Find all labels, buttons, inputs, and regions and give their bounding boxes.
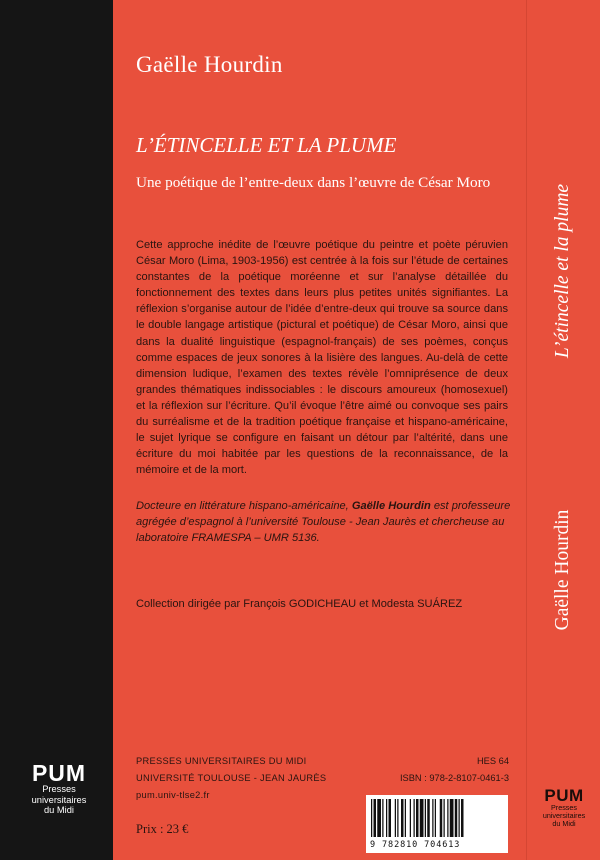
pum-logo-white <box>24 762 94 816</box>
abstract-text: Cette approche inédite de l’œuvre poétique du peintre et poète péruvien César Moro (Lima, 1903-1956) est centrée à la fois sur l’étude de certaines constantes de la poétique moréenne et sur l’analyse détaillée du fonctionnement des textes dans leurs plus petites unités signifiantes. La réflexion s’organise autour de l’idée d’entre-deux qui trouve sa source dans le double langage artistique (pictural et poétique) de César Moro, ainsi que dans la dualité linguistique (espagnol-français) de ses poèmes, conçus comme espaces de jeux sonores à la lisière des langues. Au-delà de cette dimension ludique, l’examen des textes révèle l’omniprésence de deux grandes thématiques indissociables : le discours amoureux (homosexuel) et la réflexion sur l’écriture. Qu’il évoque l’être aimé ou convoque ses pairs du surréalisme et de la tradition poétique française et hispano-américaine, le sujet lyrique se configure en faisant un détour par l’altérité, dans une écriture du moi habitée par les questions de la reconnaissance, de la mémoire et de la mort. <box>136 239 508 477</box>
logo-spine-line-2: universitaires <box>542 811 586 820</box>
publisher-university: UNIVERSITÉ TOULOUSE - JEAN JAURÈS <box>136 773 327 783</box>
collection-directors: Collection dirigée par François GODICHEAU et Modesta SUÁREZ <box>136 598 463 610</box>
logo-spine-line-3: du Midi <box>552 819 576 828</box>
spine-author: Gaëlle Hourdin <box>552 509 573 631</box>
isbn-number: ISBN : 978-2-8107-0461-3 <box>399 773 509 783</box>
bio-prefix: Docteure en littérature hispano-américaine, <box>136 500 352 512</box>
price-label: Prix : 23 € <box>136 822 189 836</box>
bio-author-name: Gaëlle Hourdin <box>351 500 431 512</box>
black-band <box>0 0 113 860</box>
reference-block <box>359 753 509 787</box>
barcode-bars <box>371 799 503 837</box>
logo-line-2: universitaires <box>31 794 87 805</box>
spine-panel <box>526 0 600 860</box>
barcode <box>366 795 508 853</box>
logo-line-3: du Midi <box>44 805 74 815</box>
pum-logo-spine <box>533 788 595 828</box>
publisher-block <box>136 753 326 804</box>
series-number: HES 64 <box>476 756 509 766</box>
spine-title: L’étincelle et la plume <box>552 183 573 359</box>
logo-line-1: Presses <box>42 784 76 794</box>
barcode-digits: 9 782810 704613 <box>370 840 461 850</box>
publisher-name: PRESSES UNIVERSITAIRES DU MIDI <box>136 756 307 766</box>
logo-text: PUM <box>31 760 87 786</box>
book-title: L’ÉTINCELLE ET LA PLUME <box>136 133 397 157</box>
publisher-url: pum.univ-tlse2.fr <box>136 790 210 800</box>
bio-suffix: est professeure agrégée d’espagnol à l’université Toulouse - Jean Jaurès et chercheuse au laboratoire FRAMESPA – UMR 5136. <box>136 500 511 545</box>
author-name: Gaëlle Hourdin <box>136 52 283 77</box>
book-subtitle: Une poétique de l’entre-deux dans l’œuvre de César Moro <box>136 174 491 191</box>
author-bio <box>136 498 516 546</box>
logo-text-spine: PUM <box>544 786 584 805</box>
logo-spine-line-1: Presses <box>551 803 577 812</box>
